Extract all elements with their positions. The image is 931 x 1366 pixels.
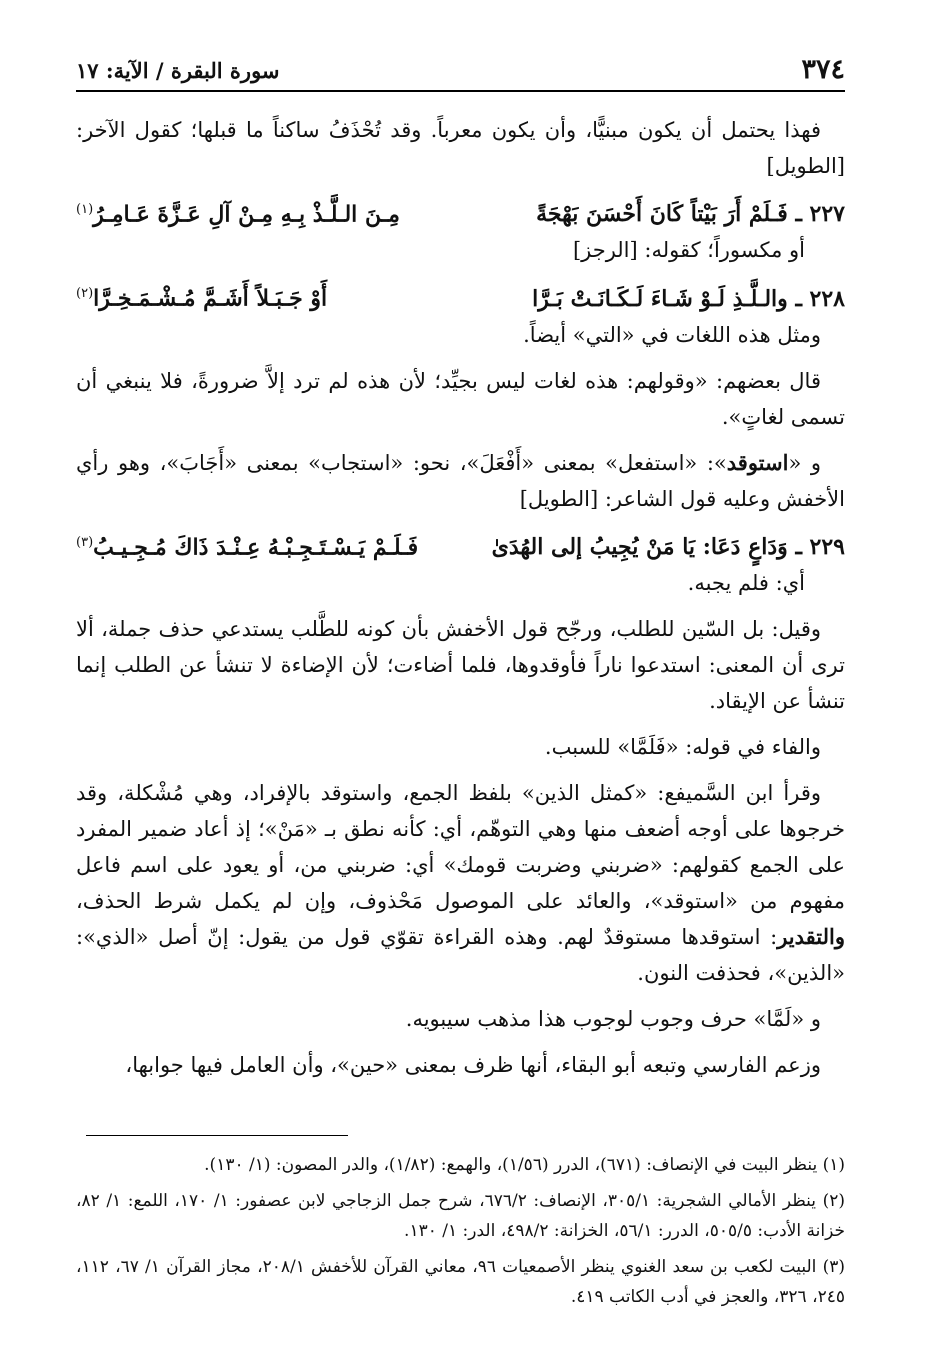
- verse-first-hemistich: ٢٢٩ ـ وَدَاعٍ دَعَا: يَا مَنْ يُجِيبُ إلى الهُدَىٰ: [491, 533, 845, 560]
- footnote-ref: (٢): [76, 286, 94, 302]
- footnote-ref: (٣): [76, 534, 94, 550]
- paragraph: فهذا يحتمل أن يكون مبنيًّا، وأن يكون معرباً. وقد تُحْذَفُ ساكناً ما قبلها؛ كقول الآخر: [الطويل]: [76, 118, 845, 178]
- verse-second-hemistich: مِـنَ الـلَّـذْ بِـهِ مِـنْ آلِ عَـزَّةَ عَـامِـرُ$^{(١)}$: [76, 201, 400, 228]
- paragraph: قال بعضهم: «وقولهم: هذه لغات ليس بجيِّد؛ لأن هذه لم ترد إلاَّ ضرورةً، فلا ينبغي أن تسمى لغاتٍ».: [76, 368, 845, 429]
- bold-term: استوقد: [726, 449, 789, 475]
- paragraph: والفاء في قوله: «فَلَمَّا» للسبب.: [544, 734, 821, 759]
- footnote-ref: (١): [76, 202, 94, 217]
- running-title: سورة البقرة / الآية: ١٧: [76, 58, 280, 83]
- paragraph: أو مكسوراً؛ كقوله: [الرجز]: [572, 238, 805, 263]
- verse-228: [76, 276, 845, 316]
- verse-number: ٢٢٧: [809, 201, 845, 228]
- bold-term: والتقدير: [777, 923, 845, 949]
- verse-227: [76, 192, 845, 232]
- page-header: [76, 52, 845, 92]
- paragraph: وقرأ ابن السَّميفع: «كمثل الذين» بلفظ الجمع، واستوقد بالإفراد، وهي مُشْكلة، وقد خرجوها على أوجه أضعف منها وهي التوهّم، أي: كأنه نطق بـ «مَنْ»؛ إذ أعاد ضمير المفرد على الجمع كقولهم: «ضربني وضربت قومك» أي: ضربني من، أو يعود على اسم فاعل مفهوم من «استوقد»، والعائد على الموصول مَحْذوف، وإن لم يكمل شرط الحذف، والتقدير: استوقدها مستوقدٌ لهم. وهذه القراءة تقوّي قول من يقول: إنّ أصل «الذي»: «الذين»، فحذفت النون.: [76, 780, 845, 985]
- footnote-separator: [86, 1135, 348, 1136]
- header-rule: [76, 90, 845, 92]
- footnotes: [76, 1150, 845, 1318]
- footnote: (٣) البيت لكعب بن سعد الغنوي ينظر الأصمعيات ٩٦، معاني القرآن للأخفش ٢٠٨/١، مجاز القرآن ١/ ٦٧، ١١٢، ٢٤٥، ٣٢٦، والعجز في أدب الكاتب ٤١٩.: [76, 1257, 846, 1307]
- paragraph: وزعم الفارسي وتبعه أبو البقاء، أنها ظرف بمعنى «حين»، وأن العامل فيها جوابها،: [125, 1052, 821, 1077]
- footnote: (٢) ينظر الأمالي الشجرية: ٣٠٥/١، الإنصاف: ٦٧٦/٢، شرح جمل الزجاجي لابن عصفور: ١/ ١٧٠، اللمع: ١/ ٨٢، خزانة الأدب: ٥٠٥/٥، الدرر: ٥٦/١، الخزانة: ٤٩٨/٢، الدر: ١/ ١٣٠.: [76, 1191, 845, 1241]
- footnote: (١) ينظر البيت في الإنصاف: (٦٧١)، الدرر (١/٥٦)، والهمع: (١/٨٢)، والدر المصون: (١/ ١٣٠).: [204, 1155, 845, 1175]
- paragraph: و «لَمَّا» حرف وجوب لوجوب هذا مذهب سيبويه.: [405, 1006, 821, 1031]
- verse-229: [76, 525, 845, 565]
- paragraph: وقيل: بل السّين للطلب، ورجّح قول الأخفش بأن كونه للطَّلب يستدعي حذف جملة، ألا ترى أن المعنى: استدعوا ناراً فأوقدوها، فلما أضاءت؛ لأن الإضاءة لا تنشأ عن الطلب إنما تنشأ عن الإيقاد.: [76, 616, 845, 713]
- verse-number: ٢٢٨: [809, 285, 845, 312]
- verse-second-hemistich: أَوْ جَـبَـلاً أَشَـمَّ مُـشْـمَـخِـرَّا$^{(٢)}$: [76, 285, 328, 312]
- paragraph: و «استوقد»: «استفعل» بمعنى «أَفْعَلَ»، نحو: «استجاب» بمعنى «أَجَابَ»، وهو رأي الأخفش وعليه قول الشاعر: [الطويل]: [76, 449, 845, 511]
- verse-first-hemistich: ٢٢٨ ـ والـلَّـذِ لَـوْ شَـاءَ لَـكَـانَـتْ بَـرَّا: [532, 285, 845, 312]
- main-text: [76, 112, 845, 1083]
- verse-number: ٢٢٩: [809, 533, 845, 560]
- paragraph: ومثل هذه اللغات في «التي» أيضاً.: [523, 322, 821, 347]
- verse-first-hemistich: ٢٢٧ ـ فَـلَمْ أَرَ بَيْتاً كَانَ أَحْسَنَ بَهْجَةً: [536, 201, 845, 228]
- paragraph: أي: فلم يجبه.: [687, 570, 805, 595]
- page-number: ٣٧٤: [801, 54, 845, 85]
- verse-second-hemistich: فَـلَـمْ يَـسْـتَـجِـبْـهُ عِـنْـدَ ذَاكَ مُـجِـيـبُ$^{(٣)}$: [76, 533, 419, 560]
